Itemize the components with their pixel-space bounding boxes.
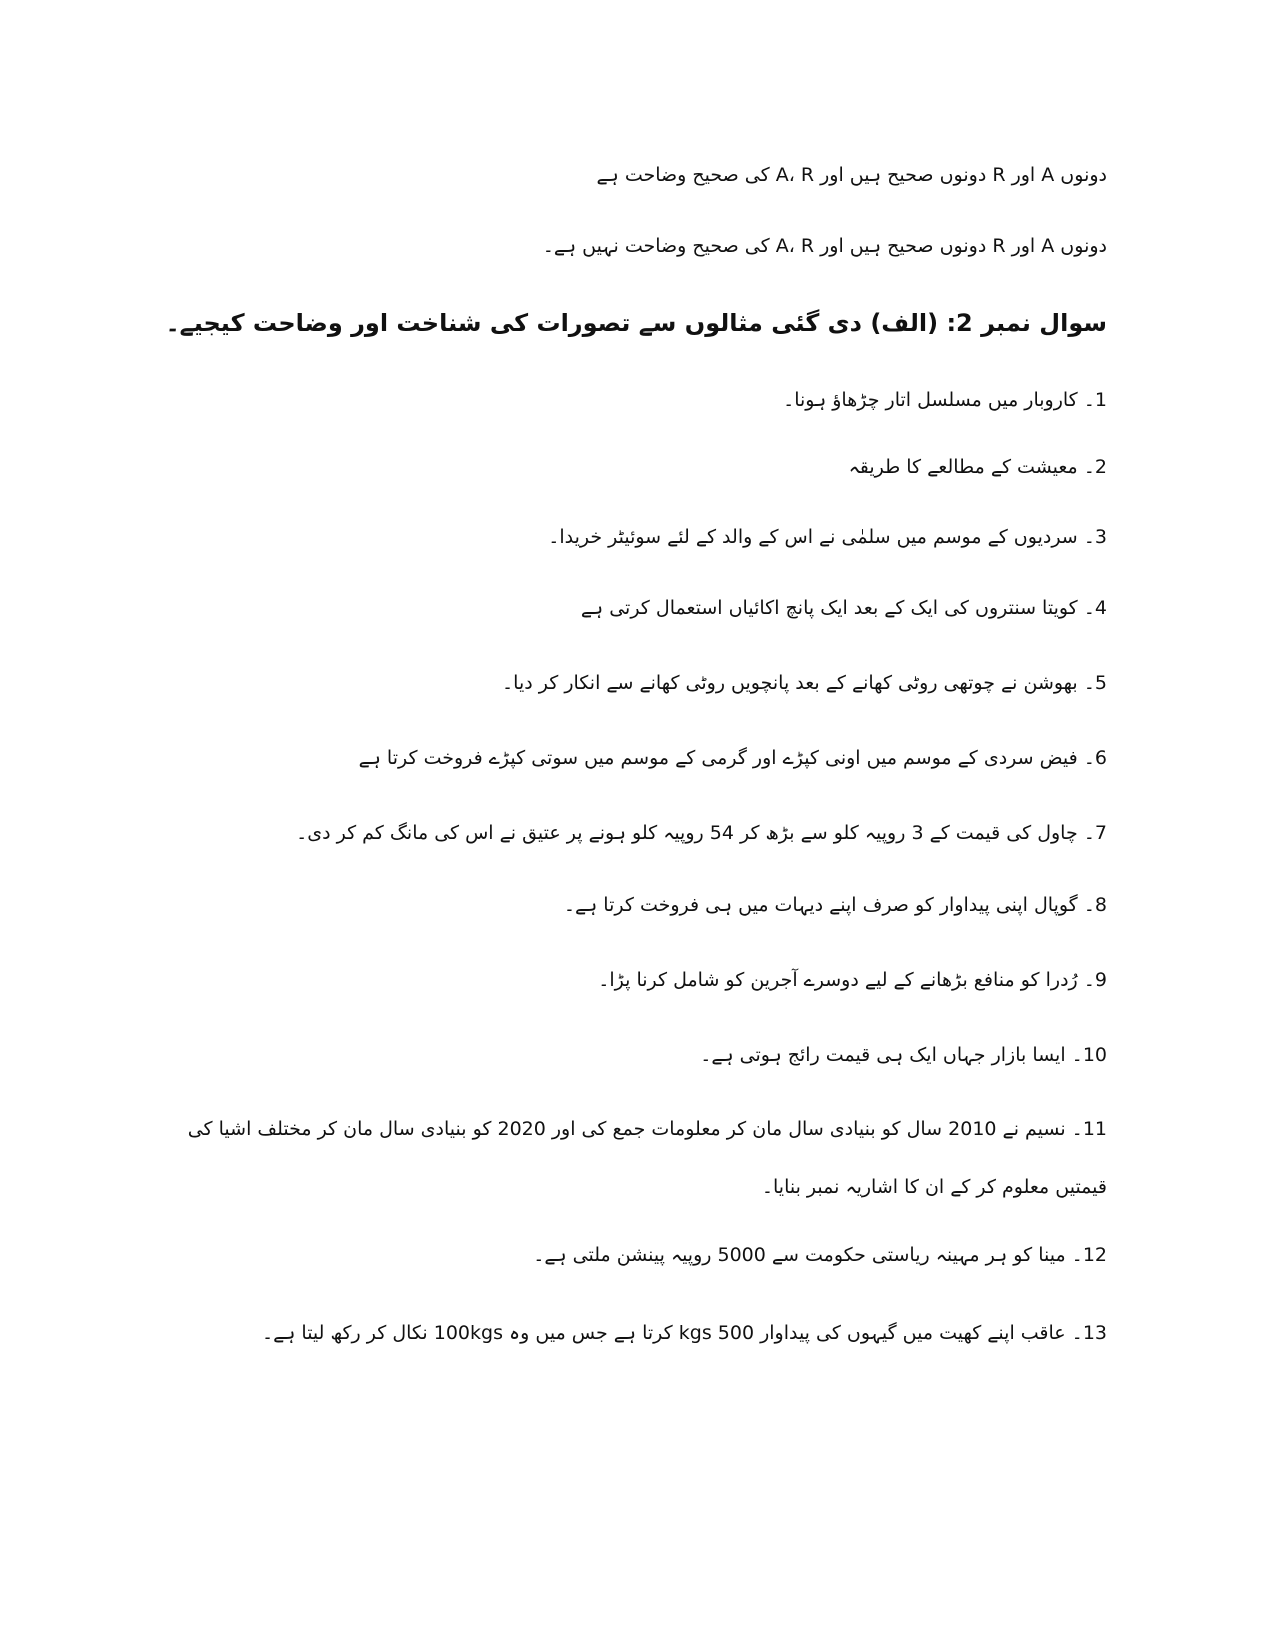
- list-item: 10۔ ایسا بازار جہاں ایک ہی قیمت رائج ہوتی ہے۔: [700, 1044, 1107, 1066]
- list-item: 5۔ بھوشن نے چوتھی روٹی کھانے کے بعد پانچویں روٹی کھانے سے انکار کر دیا۔: [502, 672, 1107, 694]
- list-item: 1۔ کاروبار میں مسلسل اتار چڑھاؤ ہونا۔: [783, 389, 1107, 411]
- list-item: 2۔ معیشت کے مطالعے کا طریقہ: [848, 456, 1107, 478]
- list-item: 12۔ مینا کو ہر مہینہ ریاستی حکومت سے 5000 روپیہ پینشن ملتی ہے۔: [533, 1244, 1107, 1266]
- option-c: دونوں A اور R دونوں صحیح ہیں اور A، R کی صحیح وضاحت ہے: [596, 164, 1107, 186]
- list-item: 4۔ کویتا سنتروں کی ایک کے بعد ایک پانچ اکائیاں استعمال کرتی ہے: [580, 597, 1107, 619]
- question-heading: سوال نمبر 2: (الف) دی گئی مثالوں سے تصورات کی شناخت اور وضاحت کیجیے۔: [165, 309, 1107, 337]
- list-item: 6۔ فیض سردی کے موسم میں اونی کپڑے اور گرمی کے موسم میں سوتی کپڑے فروخت کرتا ہے: [358, 747, 1107, 769]
- list-item: 3۔ سردیوں کے موسم میں سلمٰی نے اس کے والد کے لئے سوئیٹر خریدا۔: [548, 526, 1107, 548]
- list-item: 9۔ رُدرا کو منافع بڑھانے کے لیے دوسرے آجرین کو شامل کرنا پڑا۔: [598, 969, 1107, 991]
- list-item: 11۔ نسیم نے 2010 سال کو بنیادی سال مان کر معلومات جمع کی اور 2020 کو بنیادی سال مان کر مختلف اشیا کی قیمتیں معلوم کر کے ان کا اشاریہ نمبر بنایا۔: [187, 1118, 1107, 1198]
- list-item: 8۔ گوپال اپنی پیداوار کو صرف اپنے دیہات میں ہی فروخت کرتا ہے۔: [563, 894, 1107, 916]
- list-item: 7۔ چاول کی قیمت کے 3 روپیہ کلو سے بڑھ کر 54 روپیہ کلو ہونے پر عتیق نے اس کی مانگ کم کر دی۔: [296, 822, 1107, 844]
- list-item: 13۔ عاقب اپنے کھیت میں گیہوں کی پیداوار 500 kgs کرتا ہے جس میں وہ 100kgs نکال کر رکھ لیتا ہے۔: [261, 1322, 1107, 1344]
- option-d: دونوں A اور R دونوں صحیح ہیں اور A، R کی صحیح وضاحت نہیں ہے۔: [542, 235, 1107, 257]
